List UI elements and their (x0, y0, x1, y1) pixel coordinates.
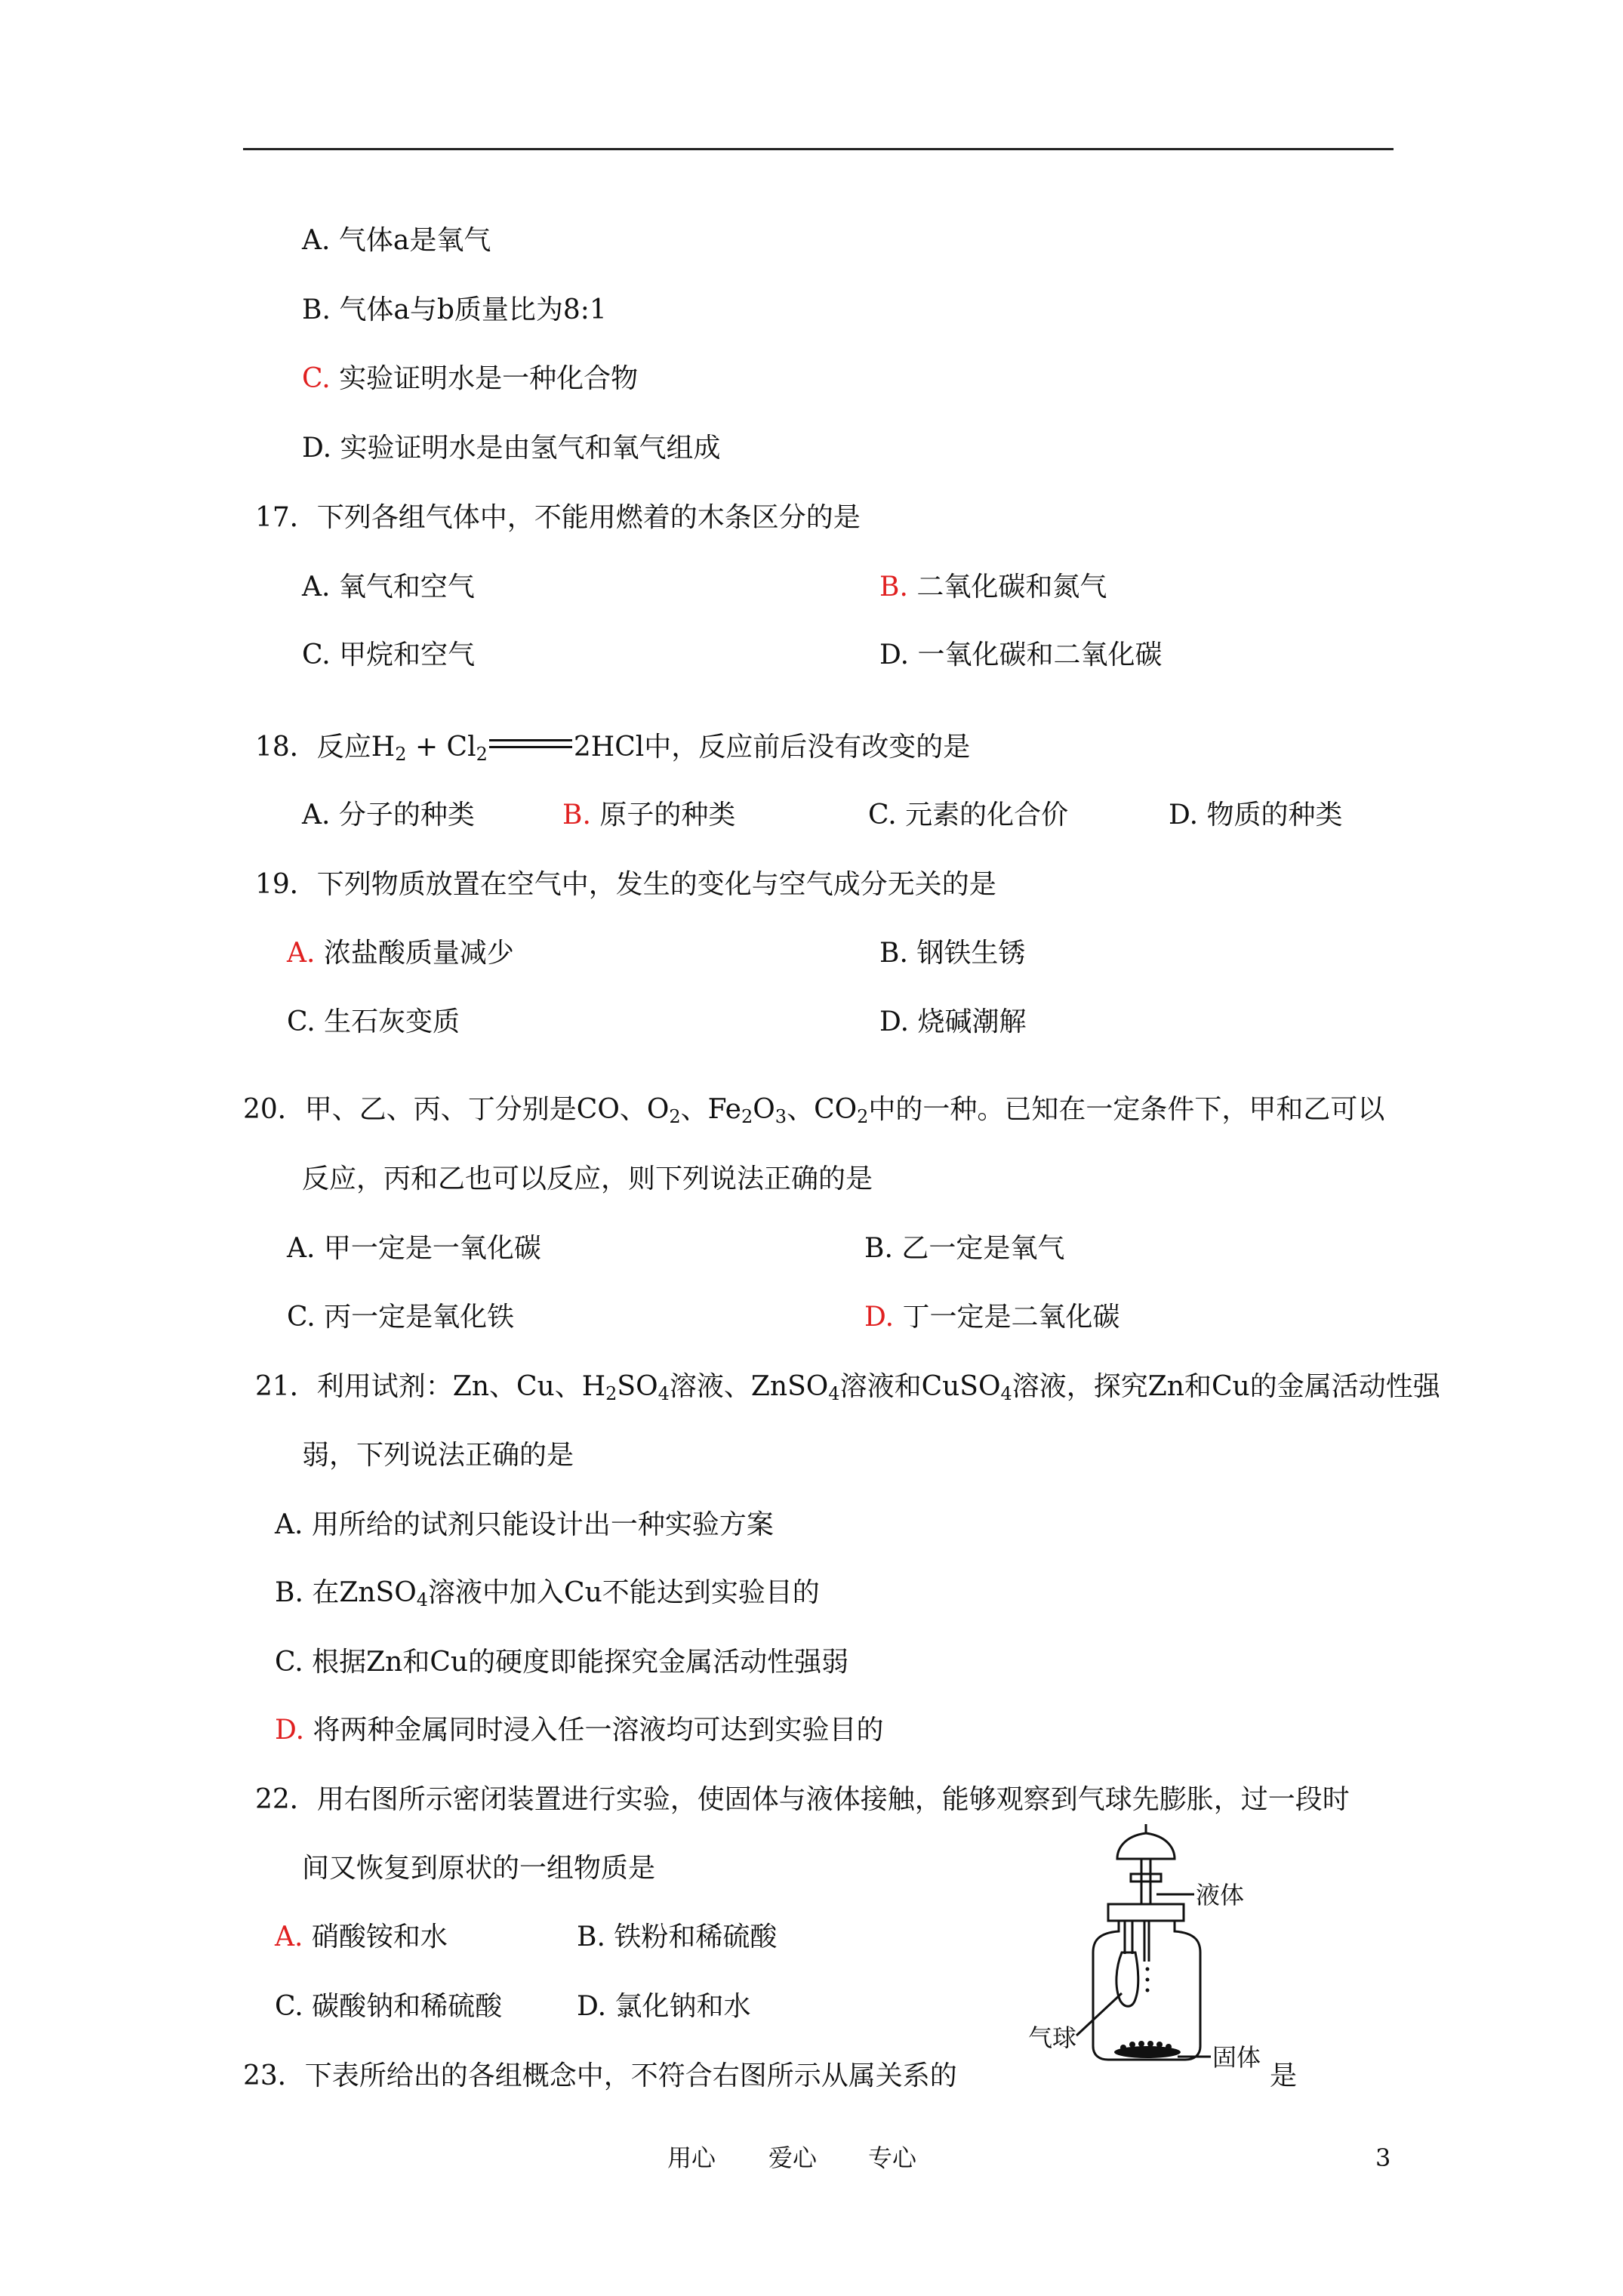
q21-option-a: A. 用所给的试剂只能设计出一种实验方案 (275, 1509, 774, 1540)
q19-option-b: B. 钢铁生锈 (879, 938, 1026, 969)
q19-option-c: C. 生石灰变质 (287, 1006, 460, 1037)
header-rule (243, 148, 1394, 150)
q22-stem-line2: 间又恢复到原状的一组物质是 (302, 1853, 656, 1884)
q22-option-c: C. 碳酸钠和稀硫酸 (275, 1991, 503, 2022)
balloon-tube (1125, 1921, 1132, 1954)
apparatus-figure (1027, 1820, 1268, 2069)
q23-stem-end: 是 (1270, 2060, 1298, 2091)
q17-option-c: C. 甲烷和空气 (302, 639, 476, 670)
page-number: 3 (1375, 2143, 1391, 2172)
q18-stem: 18．反应$H_2 + Cl_2$ 2HCl中，反应前后没有改变的是 (255, 732, 971, 765)
equal-sign (489, 739, 572, 750)
q18-option-b: B. 原子的种类 (562, 800, 736, 831)
q16-option-b: B. 气体a与b质量比为8:1 (302, 294, 607, 325)
q21-option-b: B. 在ZnSO$_4$溶液中加入Cu不能达到实验目的 (275, 1577, 820, 1610)
q22-option-d: D. 氯化钠和水 (577, 1991, 751, 2022)
footer-motto-2: 爱心 (768, 2143, 818, 2172)
footer-motto-1: 用心 (667, 2143, 716, 2172)
funnel-valve (1131, 1874, 1161, 1881)
q20-option-b: B. 乙一定是氧气 (864, 1233, 1065, 1264)
q19-option-d: D. 烧碱潮解 (879, 1006, 1027, 1037)
label-balloon: 气球 (1028, 2023, 1077, 2052)
answer-mark: B. (562, 800, 591, 831)
balloon (1116, 1952, 1138, 2006)
answer-mark: A. (287, 938, 316, 969)
q23-stem: 23．下表所给出的各组概念中，不符合右图所示从属关系的 (243, 2060, 957, 2091)
funnel-bulb (1117, 1833, 1175, 1859)
q20-option-c: C. 丙一定是氧化铁 (287, 1302, 515, 1333)
q21-stem: 21．利用试剂：Zn、Cu、$H_2SO_4$溶液、ZnSO$_4$溶液和CuSO$_4$溶液，探究Zn和Cu的金属活动性强 (255, 1371, 1440, 1404)
q17-stem: 17．下列各组气体中，不能用燃着的木条区分的是 (255, 502, 861, 533)
answer-mark: C. (302, 363, 331, 394)
q20-option-d: D. 丁一定是二氧化碳 (864, 1302, 1120, 1333)
q20-stem: 20．甲、乙、丙、丁分别是CO、$O_2$、$Fe_2O_3$、$CO_2$中的一种。已知在一定条件下，甲和乙可以 (243, 1094, 1385, 1127)
label-solid: 固体 (1212, 2043, 1261, 2069)
q22-option-b: B. 铁粉和稀硫酸 (577, 1922, 778, 1952)
answer-mark: A. (275, 1922, 303, 1952)
q18-option-d: D. 物质的种类 (1169, 800, 1343, 831)
q19-option-a: A. 浓盐酸质量减少 (287, 938, 514, 969)
q16-option-a: A. 气体a是氧气 (302, 225, 491, 256)
solid-particles (1114, 2041, 1181, 2058)
q18-option-a: A. 分子的种类 (302, 800, 475, 831)
answer-mark: D. (275, 1715, 305, 1746)
q21-stem-line2: 弱，下列说法正确的是 (302, 1440, 574, 1471)
q20-stem-line2: 反应，丙和乙也可以反应，则下列说法正确的是 (302, 1163, 873, 1194)
q17-option-d: D. 一氧化碳和二氧化碳 (879, 639, 1163, 670)
q21-option-d: D. 将两种金属同时浸入任一溶液均可达到实验目的 (275, 1715, 884, 1746)
q16-option-d: D. 实验证明水是由氢气和氧气组成 (302, 433, 721, 464)
q21-option-c: C. 根据Zn和Cu的硬度即能探究金属活动性强弱 (275, 1647, 849, 1678)
label-liquid: 液体 (1196, 1881, 1245, 1909)
q22-stem: 22．用右图所示密闭装置进行实验，使固体与液体接触，能够观察到气球先膨胀，过一段时 (255, 1784, 1350, 1815)
q17-option-a: A. 氧气和空气 (302, 572, 475, 603)
q16-option-c: C. 实验证明水是一种化合物 (302, 363, 639, 394)
q22-option-a: A. 硝酸铵和水 (275, 1922, 448, 1952)
q19-stem: 19．下列物质放置在空气中，发生的变化与空气成分无关的是 (255, 869, 996, 900)
answer-mark: B. (879, 572, 908, 603)
q17-option-b: B. 二氧化碳和氮气 (879, 572, 1107, 603)
q20-option-a: A. 甲一定是一氧化碳 (287, 1233, 541, 1264)
footer-motto-3: 专心 (868, 2143, 917, 2172)
bottle-stopper (1108, 1904, 1184, 1921)
q18-option-c: C. 元素的化合价 (868, 800, 1069, 831)
answer-mark: D. (864, 1302, 895, 1333)
